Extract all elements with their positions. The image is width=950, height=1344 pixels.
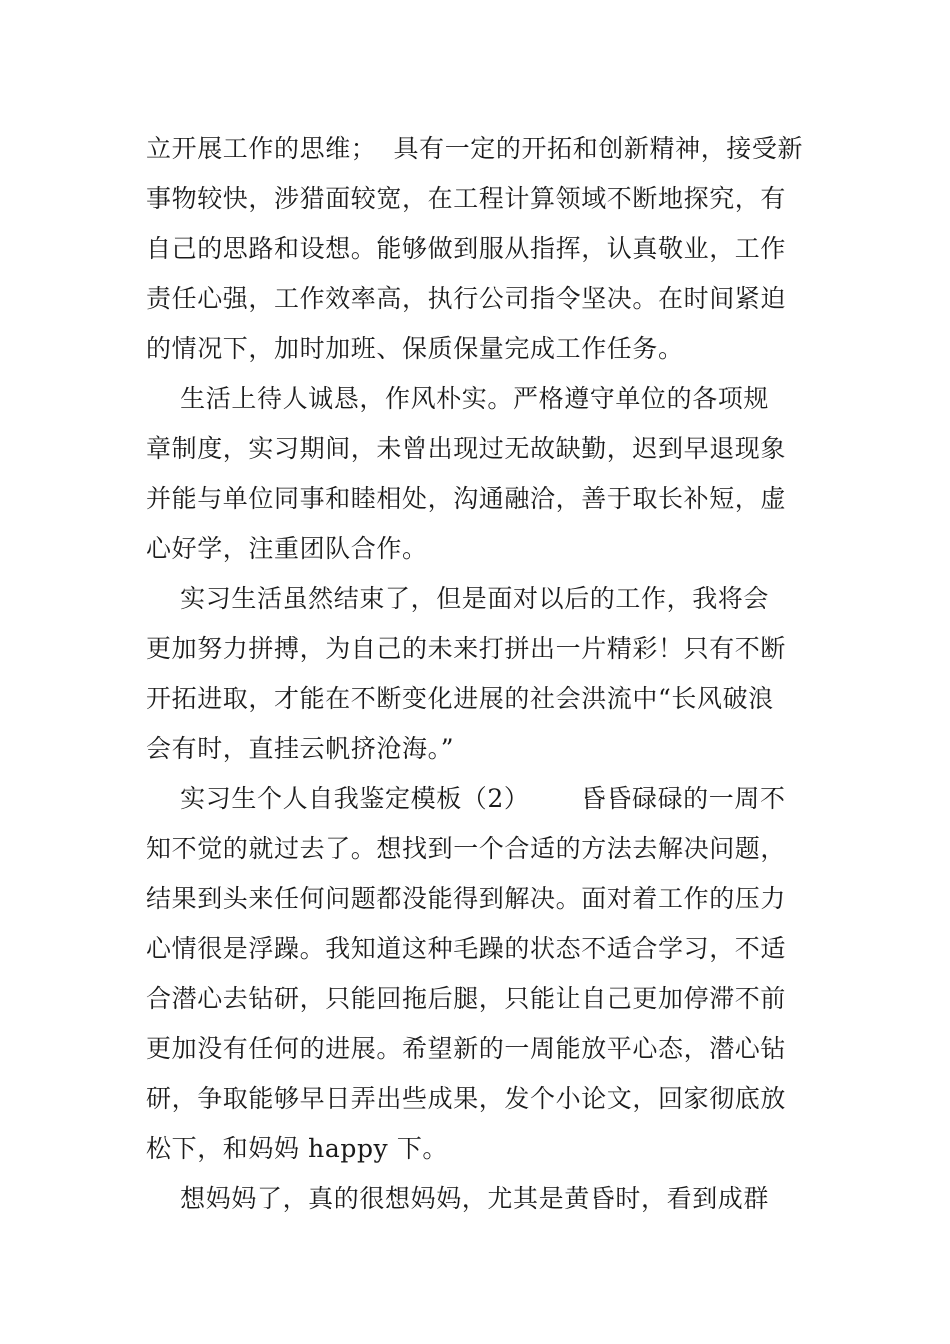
text-line: 心情很是浮躁。我知道这种毛躁的状态不适合学习，不适 xyxy=(146,934,787,963)
text-line: 章制度，实习期间，未曾出现过无故缺勤，迟到早退现象 xyxy=(146,434,787,463)
text-line: 自己的思路和设想。能够做到服从指挥，认真敬业，工作 xyxy=(146,234,787,263)
text-line: 更加努力拼搏，为自己的未来打拼出一片精彩！只有不断 xyxy=(146,634,787,663)
text-line: 会有时，直挂云帆挤沧海。” xyxy=(146,734,455,763)
text-line: 知不觉的就过去了。想找到一个合适的方法去解决问题， xyxy=(146,834,787,863)
text-line: 更加没有任何的进展。希望新的一周能放平心态，潜心钻 xyxy=(146,1034,787,1063)
text-line: 并能与单位同事和睦相处，沟通融洽，善于取长补短，虚 xyxy=(146,484,787,513)
text-line: 想妈妈了，真的很想妈妈，尤其是黄昏时，看到成群 xyxy=(146,1184,769,1213)
text-line: 的情况下，加时加班、保质保量完成工作任务。 xyxy=(146,334,684,363)
text-line: 开拓进取，才能在不断变化进展的社会洪流中“长风破浪 xyxy=(146,684,774,713)
text-line: 合潜心去钻研，只能回拖后腿，只能让自己更加停滞不前 xyxy=(146,984,787,1013)
text-line: 研，争取能够早日弄出些成果，发个小论文，回家彻底放 xyxy=(146,1084,787,1113)
text-line: 松下，和妈妈 happy 下。 xyxy=(146,1134,449,1163)
text-line: 实习生活虽然结束了，但是面对以后的工作，我将会 xyxy=(146,584,769,613)
text-line: 实习生个人自我鉴定模板（2） 昏昏碌碌的一周不 xyxy=(146,784,786,813)
document-body xyxy=(146,124,816,1224)
text-line: 心好学，注重团队合作。 xyxy=(146,534,428,563)
text-line: 立开展工作的思维； 具有一定的开拓和创新精神，接受新 xyxy=(146,134,804,163)
text-line: 生活上待人诚恳，作风朴实。严格遵守单位的各项规 xyxy=(146,384,769,413)
text-line: 事物较快，涉猎面较宽，在工程计算领域不断地探究，有 xyxy=(146,184,787,213)
text-line: 结果到头来任何问题都没能得到解决。面对着工作的压力 xyxy=(146,884,787,913)
text-line: 责任心强，工作效率高，执行公司指令坚决。在时间紧迫 xyxy=(146,284,787,313)
